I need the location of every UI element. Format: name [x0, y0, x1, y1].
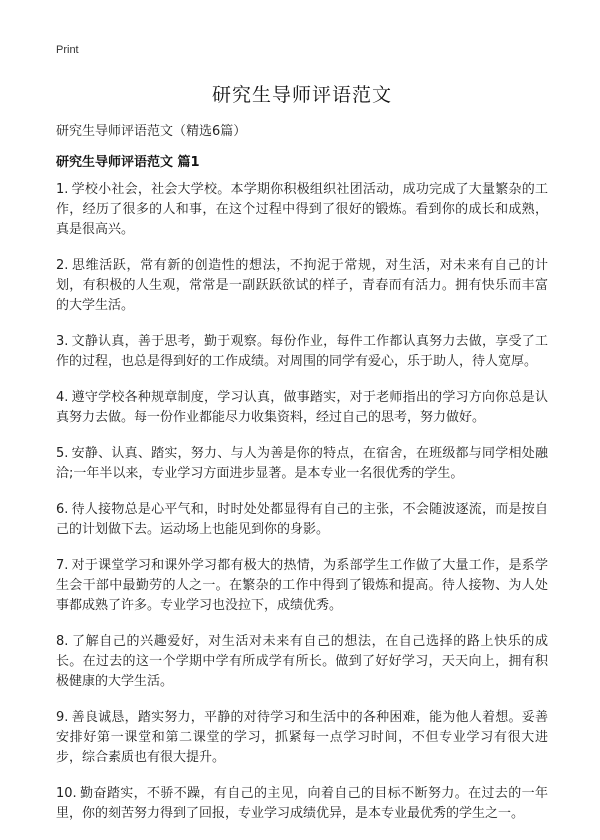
item-text: 遵守学校各种规章制度，学习认真，做事踏实，对于老师指出的学习方向你总是认真努力去做。每一份作业都能尽力收集资料，经过自己的思考，努力做好。: [56, 390, 548, 425]
page-title: 研究生导师评语范文: [211, 84, 392, 106]
comment-list: [56, 180, 548, 840]
item-text: 待人接物总是心平气和，时时处处都显得有自己的主张，不会随波逐流，而是按自己的计划做下去。运动场上也能见到你的身影。: [56, 502, 548, 537]
section-heading: 研究生导师评语范文 篇1: [56, 155, 200, 170]
list-item: [56, 784, 548, 824]
list-item: [56, 180, 548, 240]
item-number: 4.: [56, 390, 69, 405]
item-number: 3.: [56, 334, 69, 349]
item-text: 对于课堂学习和课外学习都有极大的热情，为系部学生工作做了大量工作，是系学生会干部中最勤劳的人之一。在繁杂的工作中得到了锻炼和提高。待人接物、为人处事都成熟了许多。专业学习也没拉下，成绩优秀。: [56, 558, 548, 613]
item-text: 思维活跃，常有新的创造性的想法，不拘泥于常规，对生活，对未来有自己的计划，有积极的人生观，常常是一副跃跃欲试的样子，青春而有活力。拥有快乐而丰富的大学生活。: [56, 258, 548, 313]
item-number: 9.: [56, 710, 69, 725]
subtitle: 研究生导师评语范文（精选6篇）: [56, 124, 247, 139]
item-number: 10.: [56, 786, 77, 801]
list-item: [56, 500, 548, 540]
list-item: [56, 388, 548, 428]
item-text: 勤奋踏实，不骄不躁，有自己的主见，向着自己的目标不断努力。在过去的一年里，你的刻苦努力得到了回报，专业学习成绩优异，是本专业最优秀的学生之一。: [56, 786, 548, 821]
item-text: 善良诚恳，踏实努力，平静的对待学习和生活中的各种困难，能为他人着想。妥善安排好第一课堂和第二课堂的学习，抓紧每一点学习时间，不但专业学习有很大进步，综合素质也有很大提升。: [56, 710, 548, 765]
list-item: [56, 256, 548, 316]
item-number: 6.: [56, 502, 69, 517]
item-text: 文静认真，善于思考，勤于观察。每份作业，每件工作都认真努力去做，享受了工作的过程，也总是得到好的工作成绩。对周围的同学有爱心，乐于助人，待人宽厚。: [56, 334, 548, 369]
list-item: [56, 332, 548, 372]
list-item: [56, 632, 548, 692]
item-text: 了解自己的兴趣爱好，对生活对未来有自己的想法，在自己选择的路上快乐的成长。在过去的这一个学期中学有所成学有所长。做到了好好学习，天天向上，拥有积极健康的大学生活。: [56, 634, 548, 689]
item-number: 2.: [56, 258, 69, 273]
item-number: 5.: [56, 446, 69, 461]
list-item: [56, 444, 548, 484]
item-number: 1.: [56, 182, 69, 197]
print-label[interactable]: Print: [56, 44, 79, 56]
item-text: 学校小社会，社会大学校。本学期你积极组织社团活动，成功完成了大量繁杂的工作，经历了很多的人和事，在这个过程中得到了很好的锻炼。看到你的成长和成熟，真是很高兴。: [56, 182, 548, 237]
item-number: 7.: [56, 558, 69, 573]
item-text: 安静、认真、踏实，努力、与人为善是你的特点，在宿舍，在班级都与同学相处融洽;一年半以来，专业学习方面进步显著。是本专业一名很优秀的学生。: [56, 446, 548, 481]
list-item: [56, 708, 548, 768]
list-item: [56, 556, 548, 616]
item-number: 8.: [56, 634, 69, 649]
